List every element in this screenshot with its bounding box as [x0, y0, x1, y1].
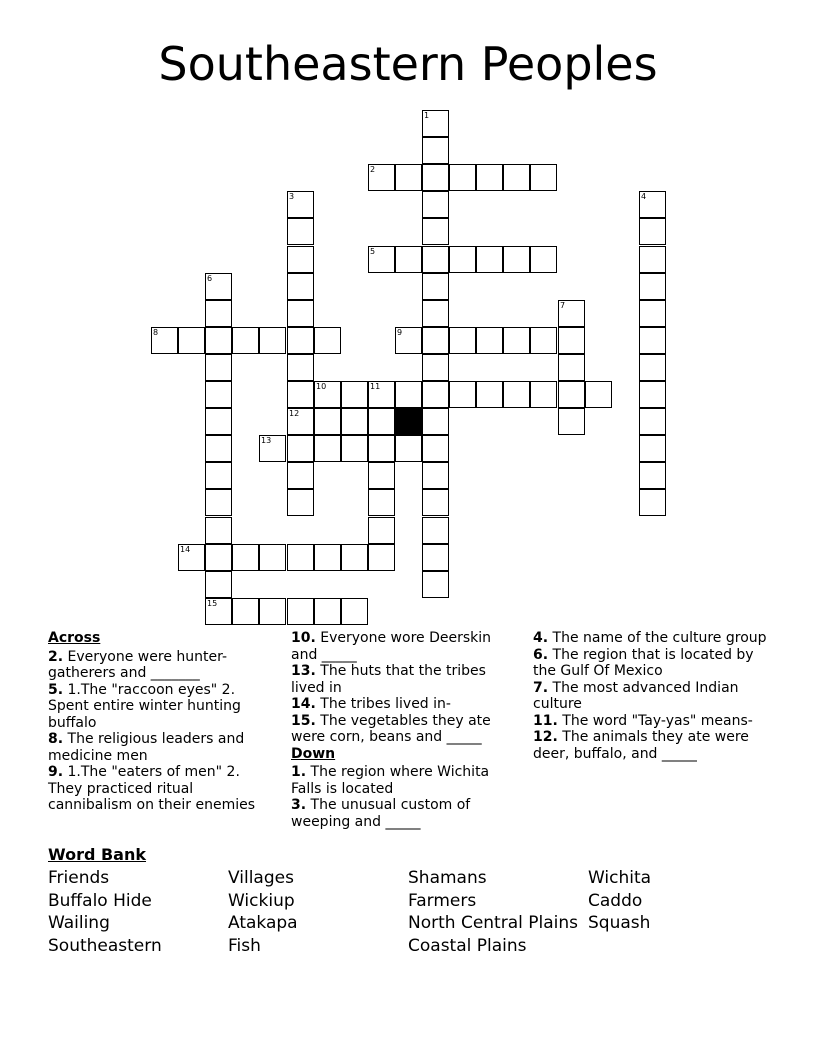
grid-cell[interactable]	[585, 381, 612, 408]
clue-column-1	[48, 630, 273, 814]
grid-cell[interactable]	[558, 300, 585, 327]
grid-cell[interactable]	[287, 273, 314, 300]
grid-cell[interactable]	[639, 327, 666, 354]
clue-number: 10	[316, 382, 327, 391]
word-bank-item: Squash	[588, 913, 651, 933]
clue-number: 11	[370, 382, 381, 391]
clue-across-2: 2. Everyone were hunter-gatherers and _______	[48, 648, 228, 681]
grid-cell[interactable]	[639, 462, 666, 489]
grid-cell[interactable]	[395, 327, 422, 354]
clue-across-13: 13. The huts that the tribes lived in	[291, 663, 486, 696]
grid-cell[interactable]	[368, 408, 395, 435]
clue-down-1: 1. The region where Wichita Falls is located	[291, 764, 490, 797]
grid-cell[interactable]	[287, 354, 314, 381]
grid-cell[interactable]	[341, 408, 368, 435]
word-bank-item: Wailing	[48, 913, 110, 933]
grid-cell[interactable]	[232, 544, 259, 571]
grid-cell[interactable]	[639, 246, 666, 273]
clue-across-10: 10. Everyone wore Deerskin and _____	[291, 630, 492, 663]
clue-across-8: 8. The religious leaders and medicine men	[48, 731, 245, 764]
grid-cell[interactable]	[422, 354, 449, 381]
grid-cell[interactable]	[503, 246, 530, 273]
clue-down-12: 12. The animals they ate were deer, buffalo, and _____	[533, 729, 749, 762]
grid-cell[interactable]	[314, 327, 341, 354]
grid-cell[interactable]	[178, 544, 205, 571]
word-bank-item: Buffalo Hide	[48, 891, 152, 911]
grid-cell[interactable]	[476, 164, 503, 191]
grid-cell[interactable]	[503, 164, 530, 191]
grid-cell[interactable]	[422, 544, 449, 571]
clue-number: 1	[424, 111, 430, 120]
grid-cell[interactable]	[503, 327, 530, 354]
grid-cell[interactable]	[287, 435, 314, 462]
grid-cell[interactable]	[287, 408, 314, 435]
grid-cell[interactable]	[205, 462, 232, 489]
grid-cell[interactable]	[205, 354, 232, 381]
grid-cell[interactable]	[639, 218, 666, 245]
grid-cell[interactable]	[422, 164, 449, 191]
word-bank-item: Coastal Plains	[408, 936, 527, 956]
grid-cell[interactable]	[639, 273, 666, 300]
grid-cell[interactable]	[422, 300, 449, 327]
grid-cell[interactable]	[205, 300, 232, 327]
grid-cell[interactable]	[232, 598, 259, 625]
grid-cell[interactable]	[205, 273, 232, 300]
grid-cell[interactable]	[314, 544, 341, 571]
grid-cell[interactable]	[205, 517, 232, 544]
grid-cell[interactable]	[287, 218, 314, 245]
grid-cell[interactable]	[259, 598, 286, 625]
grid-cell[interactable]	[449, 327, 476, 354]
grid-cell[interactable]	[368, 517, 395, 544]
clue-number: 6	[207, 274, 213, 283]
grid-cell[interactable]	[395, 381, 422, 408]
grid-cell[interactable]	[530, 246, 557, 273]
word-bank-item: Southeastern	[48, 936, 162, 956]
clue-number: 3	[289, 192, 295, 201]
grid-cell[interactable]	[368, 462, 395, 489]
grid-cell[interactable]	[232, 327, 259, 354]
grid-cell[interactable]	[639, 408, 666, 435]
clue-number: 15	[207, 599, 218, 608]
page-title: Southeastern Peoples	[158, 37, 658, 91]
grid-cell[interactable]	[422, 435, 449, 462]
clue-down-6: 6. The region that is located by the Gulf Of Mexico	[533, 646, 754, 679]
grid-cell[interactable]	[368, 544, 395, 571]
clue-across-5: 5. 1.The "raccoon eyes" 2. Spent entire winter hunting buffalo	[48, 681, 241, 731]
grid-cell[interactable]	[314, 435, 341, 462]
grid-cell[interactable]	[639, 191, 666, 218]
grid-cell[interactable]	[422, 246, 449, 273]
grid-cell[interactable]	[530, 327, 557, 354]
grid-cell[interactable]	[205, 544, 232, 571]
clue-down-3: 3. The unusual custom of weeping and _____	[291, 797, 471, 830]
grid-cell[interactable]	[259, 544, 286, 571]
black-square	[395, 408, 422, 435]
grid-cell[interactable]	[205, 598, 232, 625]
grid-cell[interactable]	[259, 327, 286, 354]
down-heading: Down	[291, 745, 336, 762]
grid-cell[interactable]	[395, 246, 422, 273]
word-bank-item: Wickiup	[228, 891, 295, 911]
grid-cell[interactable]	[558, 327, 585, 354]
word-bank-item: Wichita	[588, 868, 652, 888]
grid-cell[interactable]	[205, 435, 232, 462]
grid-cell[interactable]	[422, 218, 449, 245]
grid-cell[interactable]	[558, 408, 585, 435]
grid-cell[interactable]	[639, 435, 666, 462]
word-bank-heading: Word Bank	[48, 845, 147, 864]
grid-cell[interactable]	[422, 571, 449, 598]
grid-cell[interactable]	[476, 327, 503, 354]
grid-cell[interactable]	[205, 327, 232, 354]
clue-across-9: 9. 1.The "eaters of men" 2. They practiced ritual cannibalism on their enemies	[48, 764, 256, 813]
grid-cell[interactable]	[449, 164, 476, 191]
grid-cell[interactable]	[368, 435, 395, 462]
grid-cell[interactable]	[639, 354, 666, 381]
grid-cell[interactable]	[558, 381, 585, 408]
across-heading: Across	[48, 630, 101, 646]
clue-down-11: 11. The word "Tay-yas" means-	[533, 712, 753, 729]
grid-cell[interactable]	[205, 381, 232, 408]
grid-cell[interactable]	[368, 381, 395, 408]
grid-cell[interactable]	[395, 164, 422, 191]
grid-cell[interactable]	[368, 489, 395, 516]
grid-cell[interactable]	[205, 571, 232, 598]
clue-column-3	[533, 630, 773, 762]
clue-number: 2	[370, 165, 376, 174]
grid-cell[interactable]	[476, 246, 503, 273]
grid-cell[interactable]	[205, 408, 232, 435]
grid-cell[interactable]	[259, 435, 286, 462]
grid-cell[interactable]	[287, 246, 314, 273]
grid-cell[interactable]	[639, 300, 666, 327]
grid-cell[interactable]	[422, 517, 449, 544]
clue-number: 8	[153, 328, 159, 337]
grid-cell[interactable]	[287, 598, 314, 625]
word-bank-item: Farmers	[408, 891, 477, 911]
grid-cell[interactable]	[639, 489, 666, 516]
word-bank-item: North Central Plains	[408, 913, 578, 933]
word-bank-item: Fish	[228, 936, 261, 956]
grid-cell[interactable]	[395, 435, 422, 462]
grid-cell[interactable]	[449, 246, 476, 273]
grid-cell[interactable]	[422, 381, 449, 408]
clue-number: 7	[560, 301, 566, 310]
grid-cell[interactable]	[314, 598, 341, 625]
grid-cell[interactable]	[287, 381, 314, 408]
grid-cell[interactable]	[449, 381, 476, 408]
grid-cell[interactable]	[368, 246, 395, 273]
clue-number: 5	[370, 247, 376, 256]
grid-cell[interactable]	[341, 381, 368, 408]
clue-across-14: 14. The tribes lived in-	[291, 696, 451, 712]
clue-number: 4	[641, 192, 647, 201]
grid-cell[interactable]	[368, 164, 395, 191]
grid-cell[interactable]	[314, 381, 341, 408]
grid-cell[interactable]	[422, 327, 449, 354]
grid-cell[interactable]	[422, 408, 449, 435]
clue-column-2	[291, 630, 511, 830]
clue-down-4: 4. The name of the culture group	[533, 630, 767, 646]
grid-cell[interactable]	[422, 137, 449, 164]
grid-cell[interactable]	[205, 489, 232, 516]
grid-cell[interactable]	[287, 191, 314, 218]
grid-cell[interactable]	[178, 327, 205, 354]
clue-number: 14	[180, 545, 191, 554]
grid-cell[interactable]	[287, 544, 314, 571]
grid-cell[interactable]	[530, 381, 557, 408]
word-bank-item: Shamans	[408, 868, 487, 888]
grid-cell[interactable]	[341, 544, 368, 571]
clue-number: 13	[261, 436, 272, 445]
grid-cell[interactable]	[287, 489, 314, 516]
grid-cell[interactable]	[341, 435, 368, 462]
grid-cell[interactable]	[287, 327, 314, 354]
grid-cell[interactable]	[287, 300, 314, 327]
grid-cell[interactable]	[422, 462, 449, 489]
grid-cell[interactable]	[422, 273, 449, 300]
grid-cell[interactable]	[422, 191, 449, 218]
grid-cell[interactable]	[422, 110, 449, 137]
grid-cell[interactable]	[341, 598, 368, 625]
word-bank-item: Friends	[48, 868, 110, 888]
grid-cell[interactable]	[422, 489, 449, 516]
clue-down-7: 7. The most advanced Indian culture	[533, 679, 739, 712]
grid-cell[interactable]	[639, 381, 666, 408]
grid-cell[interactable]	[476, 381, 503, 408]
clue-number: 9	[397, 328, 403, 337]
clue-across-15: 15. The vegetables they ate were corn, beans and _____	[291, 712, 491, 745]
grid-cell[interactable]	[151, 327, 178, 354]
grid-cell[interactable]	[530, 164, 557, 191]
grid-cell[interactable]	[287, 462, 314, 489]
grid-cell[interactable]	[558, 354, 585, 381]
word-bank-item: Caddo	[588, 891, 643, 911]
clue-number: 12	[289, 409, 300, 418]
grid-cell[interactable]	[503, 381, 530, 408]
word-bank-item: Atakapa	[228, 913, 298, 933]
grid-cell[interactable]	[314, 408, 341, 435]
word-bank-item: Villages	[228, 868, 294, 888]
